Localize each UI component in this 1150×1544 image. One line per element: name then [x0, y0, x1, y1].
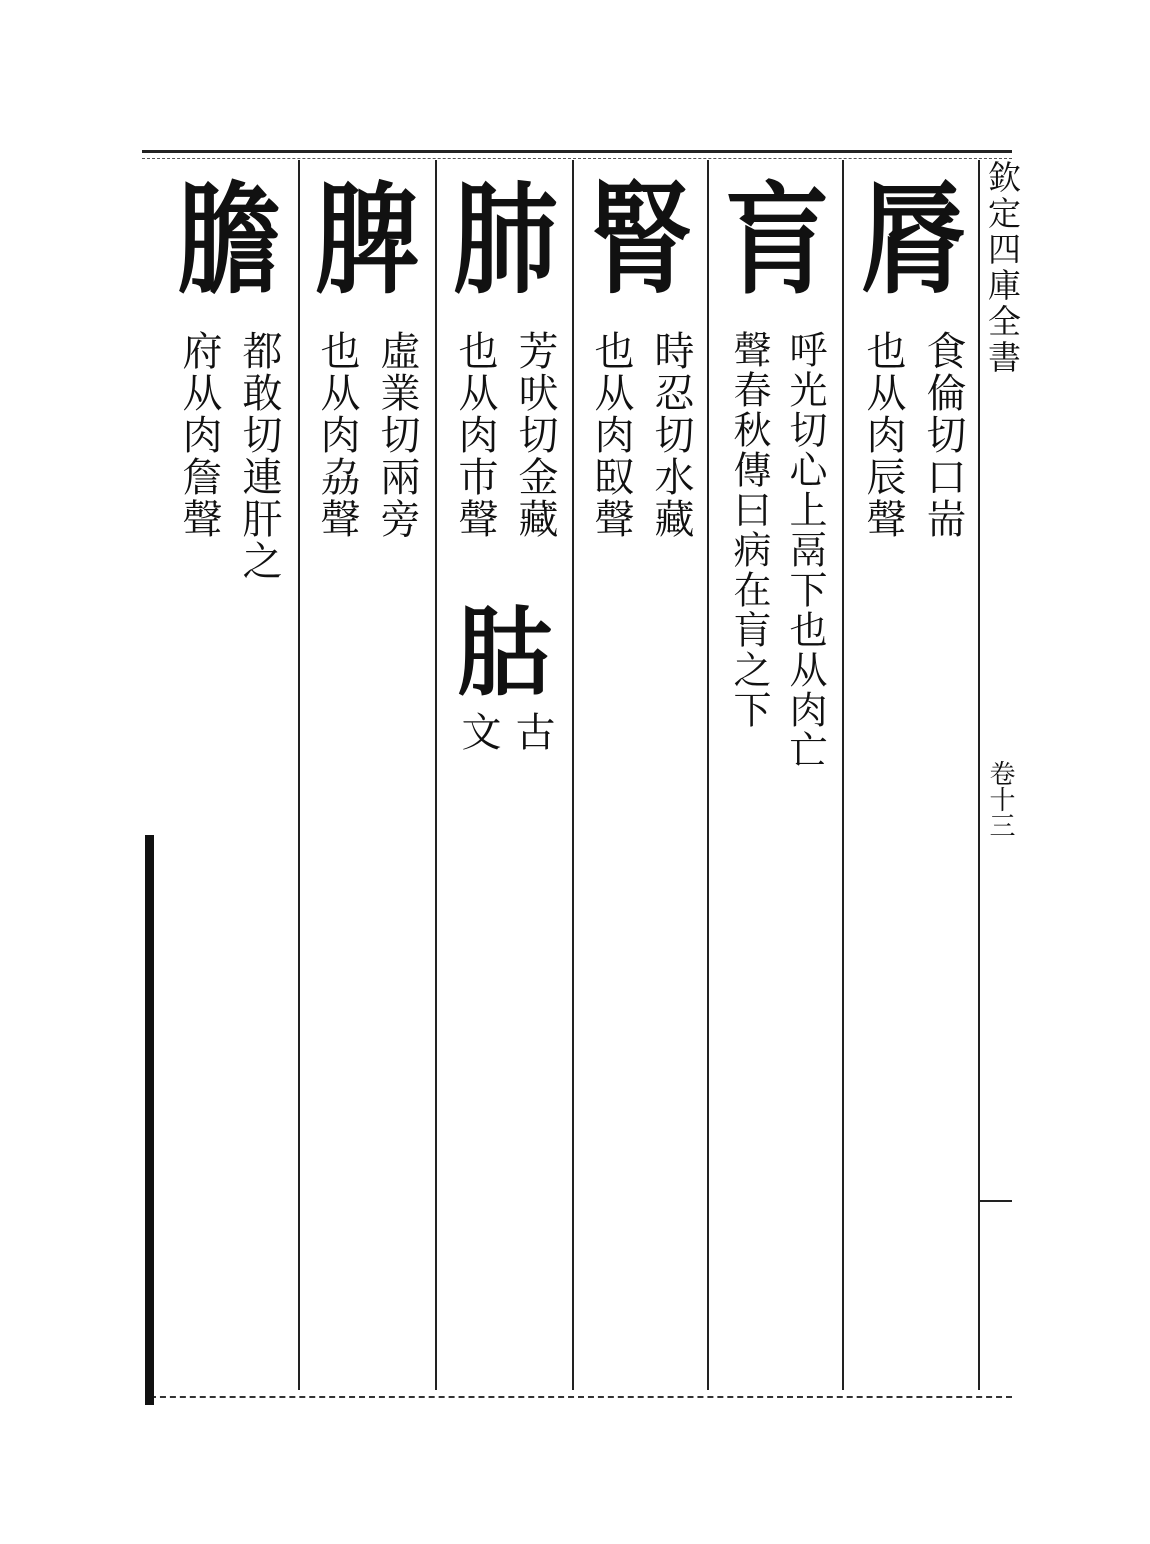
seal-character — [848, 165, 978, 315]
gloss-line: 芳吠切金藏 — [512, 330, 558, 540]
dictionary-entry — [712, 165, 842, 1390]
dictionary-entry — [848, 165, 978, 1390]
variant-label-char: 古 — [509, 711, 555, 751]
seal-character — [164, 165, 294, 315]
gloss — [440, 330, 570, 540]
seal-glyph: 腎 — [588, 168, 693, 311]
column-rule — [435, 160, 437, 1390]
gloss — [164, 330, 294, 582]
gloss — [302, 330, 432, 540]
variant-seal-glyph: 𦙶 — [457, 596, 553, 709]
gloss — [848, 330, 978, 540]
variant-label-char: 文 — [455, 711, 501, 751]
dictionary-entry — [440, 165, 570, 1390]
seal-character — [440, 165, 570, 315]
gloss-line: 食倫切口耑 — [920, 330, 966, 540]
gloss-line: 時忍切水藏 — [648, 330, 694, 540]
gloss-line: 府从肉詹聲 — [176, 330, 222, 540]
gloss-line: 也从肉劦聲 — [314, 330, 360, 540]
variant-label — [455, 711, 555, 751]
seal-character — [576, 165, 706, 315]
page-frame-top — [142, 150, 1012, 153]
gloss-line: 都敢切連肝之 — [236, 330, 282, 582]
column-rule — [707, 160, 709, 1390]
juan-number: 卷十三 — [985, 760, 1015, 838]
book-title: 欽定四庫全書 — [983, 160, 1022, 376]
column-rule — [978, 160, 980, 1390]
gloss-line: 虛業切兩旁 — [374, 330, 420, 540]
column-rule — [298, 160, 300, 1390]
gloss-line: 也从肉臤聲 — [588, 330, 634, 540]
ancient-form-variant — [440, 596, 570, 751]
page-frame-bottom — [150, 1396, 1012, 1398]
dictionary-entry — [302, 165, 432, 1390]
seal-glyph: 肓 — [724, 168, 829, 311]
margin-tick — [978, 1200, 1012, 1202]
gloss-line: 也从肉辰聲 — [860, 330, 906, 540]
seal-character — [712, 165, 842, 315]
gloss — [576, 330, 706, 540]
gloss-line: 聲春秋傳曰病在肓之下 — [727, 330, 771, 730]
gloss-line: 呼光切心上鬲下也从肉亡 — [783, 330, 827, 770]
page-frame-left-edge — [145, 835, 154, 1405]
column-rule — [572, 160, 574, 1390]
seal-glyph: 脾 — [314, 168, 419, 311]
seal-glyph: 肺 — [452, 168, 557, 311]
dictionary-entry — [576, 165, 706, 1390]
page-frame-top-dashed — [142, 158, 1012, 159]
seal-glyph: 膽 — [176, 168, 281, 311]
gloss-line: 也从肉巿聲 — [452, 330, 498, 540]
column-rule — [842, 160, 844, 1390]
seal-glyph: 脣 — [860, 168, 965, 311]
seal-character — [302, 165, 432, 315]
gloss — [712, 330, 842, 770]
margin-title — [982, 160, 1022, 376]
dictionary-entry — [164, 165, 294, 1390]
